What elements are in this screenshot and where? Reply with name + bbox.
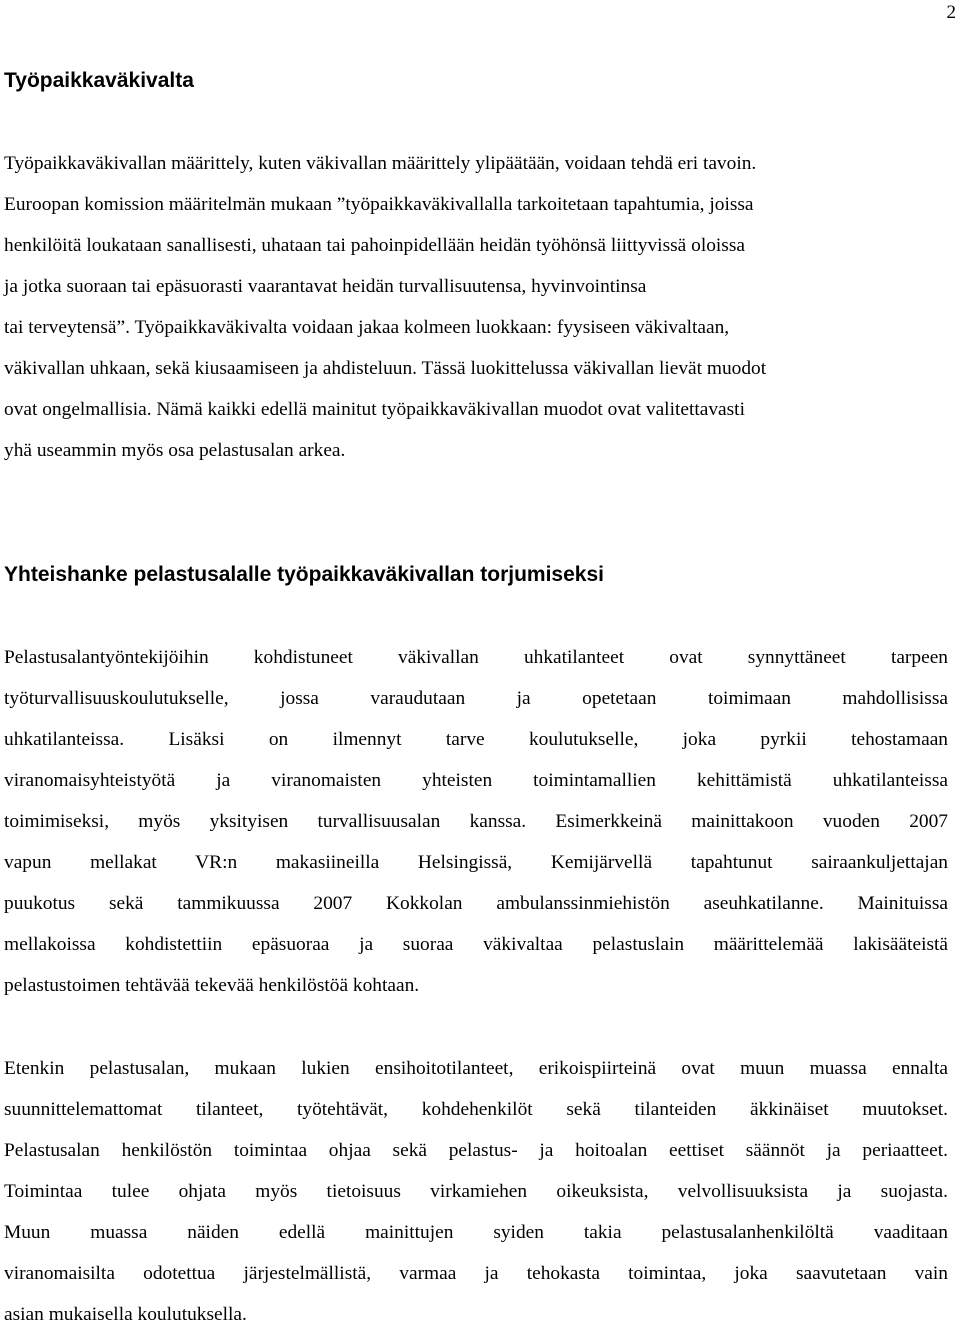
text-line: ovat ongelmallisia. Nämä kaikki edellä mainitut työpaikkaväkivallan muodot ovat valitettavasti [4, 399, 745, 420]
paragraph-workplace-violence [4, 143, 948, 471]
text-line: mellakoissa kohdistettiin epäsuoraa ja suoraa väkivaltaa pelastuslain määrittelemää lakisääteistä [4, 934, 948, 955]
text-line: väkivallan uhkaan, sekä kiusaamiseen ja ahdisteluun. Tässä luokittelussa väkivallan lievät muodot [4, 358, 767, 379]
text-line: Pelastusalan henkilöstön toimintaa ohjaa sekä pelastus- ja hoitoalan eettiset säännöt ja periaatteet. [4, 1140, 948, 1161]
text-line: Toimintaa tulee ohjata myös tietoisuus virkamiehen oikeuksista, velvollisuuksista ja suojasta. [4, 1181, 948, 1202]
text-line: ja jotka suoraan tai epäsuorasti vaarantavat heidän turvallisuutensa, hyvinvointinsa [4, 276, 647, 297]
section-heading-joint-project: Yhteishanke pelastusalalle työpaikkaväkivallan torjumiseksi [4, 563, 604, 586]
section-heading-workplace-violence: Työpaikkaväkivalta [4, 69, 194, 92]
text-line: Euroopan komission määritelmän mukaan ”työpaikkaväkivallalla tarkoitetaan tapahtumia, joissa [4, 194, 754, 215]
text-line: viranomaisyhteistyötä ja viranomaisten yhteisten toimintamallien kehittämistä uhkatilanteissa [4, 770, 948, 791]
text-line: viranomaisilta odotettua järjestelmällistä, varmaa ja tehokasta toimintaa, joka saavutetaan vain [4, 1263, 948, 1284]
paragraph-threat-situations [4, 637, 948, 1006]
text-line: suunnittelemattomat tilanteet, työtehtävät, kohdehenkilöt sekä tilanteiden äkkinäiset muutokset. [4, 1099, 948, 1120]
text-line: Pelastusalantyöntekijöihin kohdistuneet väkivallan uhkatilanteet ovat synnyttäneet tarpeen [4, 647, 948, 668]
paragraph-rescue-characteristics [4, 1048, 948, 1335]
text-line: uhkatilanteissa. Lisäksi on ilmennyt tarve koulutukselle, joka pyrkii tehostamaan [4, 729, 948, 750]
text-line: asian mukaisella koulutuksella. [4, 1304, 247, 1325]
text-line: henkilöitä loukataan sanallisesti, uhataan tai pahoinpidellään heidän työhönsä liittyvissä oloissa [4, 235, 745, 256]
text-line: Etenkin pelastusalan, mukaan lukien ensihoitotilanteet, erikoispiirteinä ovat muun muassa ennalta [4, 1058, 948, 1079]
text-line: Muun muassa näiden edellä mainittujen syiden takia pelastusalanhenkilöltä vaaditaan [4, 1222, 948, 1243]
text-line: vapun mellakat VR:n makasiineilla Helsingissä, Kemijärvellä tapahtunut sairaankuljettajan [4, 852, 948, 873]
text-line: tai terveytensä”. Työpaikkaväkivalta voidaan jakaa kolmeen luokkaan: fyysiseen väkivaltaan, [4, 317, 730, 338]
page-number: 2 [946, 2, 956, 23]
text-line: toimimiseksi, myös yksityisen turvallisuusalan kanssa. Esimerkkeinä mainittakoon vuoden 2007 [4, 811, 948, 832]
text-line: Työpaikkaväkivallan määrittely, kuten väkivallan määrittely ylipäätään, voidaan tehdä eri tavoin. [4, 153, 757, 174]
text-line: pelastustoimen tehtävää tekevää henkilöstöä kohtaan. [4, 975, 420, 996]
text-line: puukotus sekä tammikuussa 2007 Kokkolan ambulanssinmiehistön aseuhkatilanne. Mainituissa [4, 893, 948, 914]
text-line: työturvallisuuskoulutukselle, jossa varaudutaan ja opetetaan toimimaan mahdollisissa [4, 688, 948, 709]
text-line: yhä useammin myös osa pelastusalan arkea. [4, 440, 346, 461]
